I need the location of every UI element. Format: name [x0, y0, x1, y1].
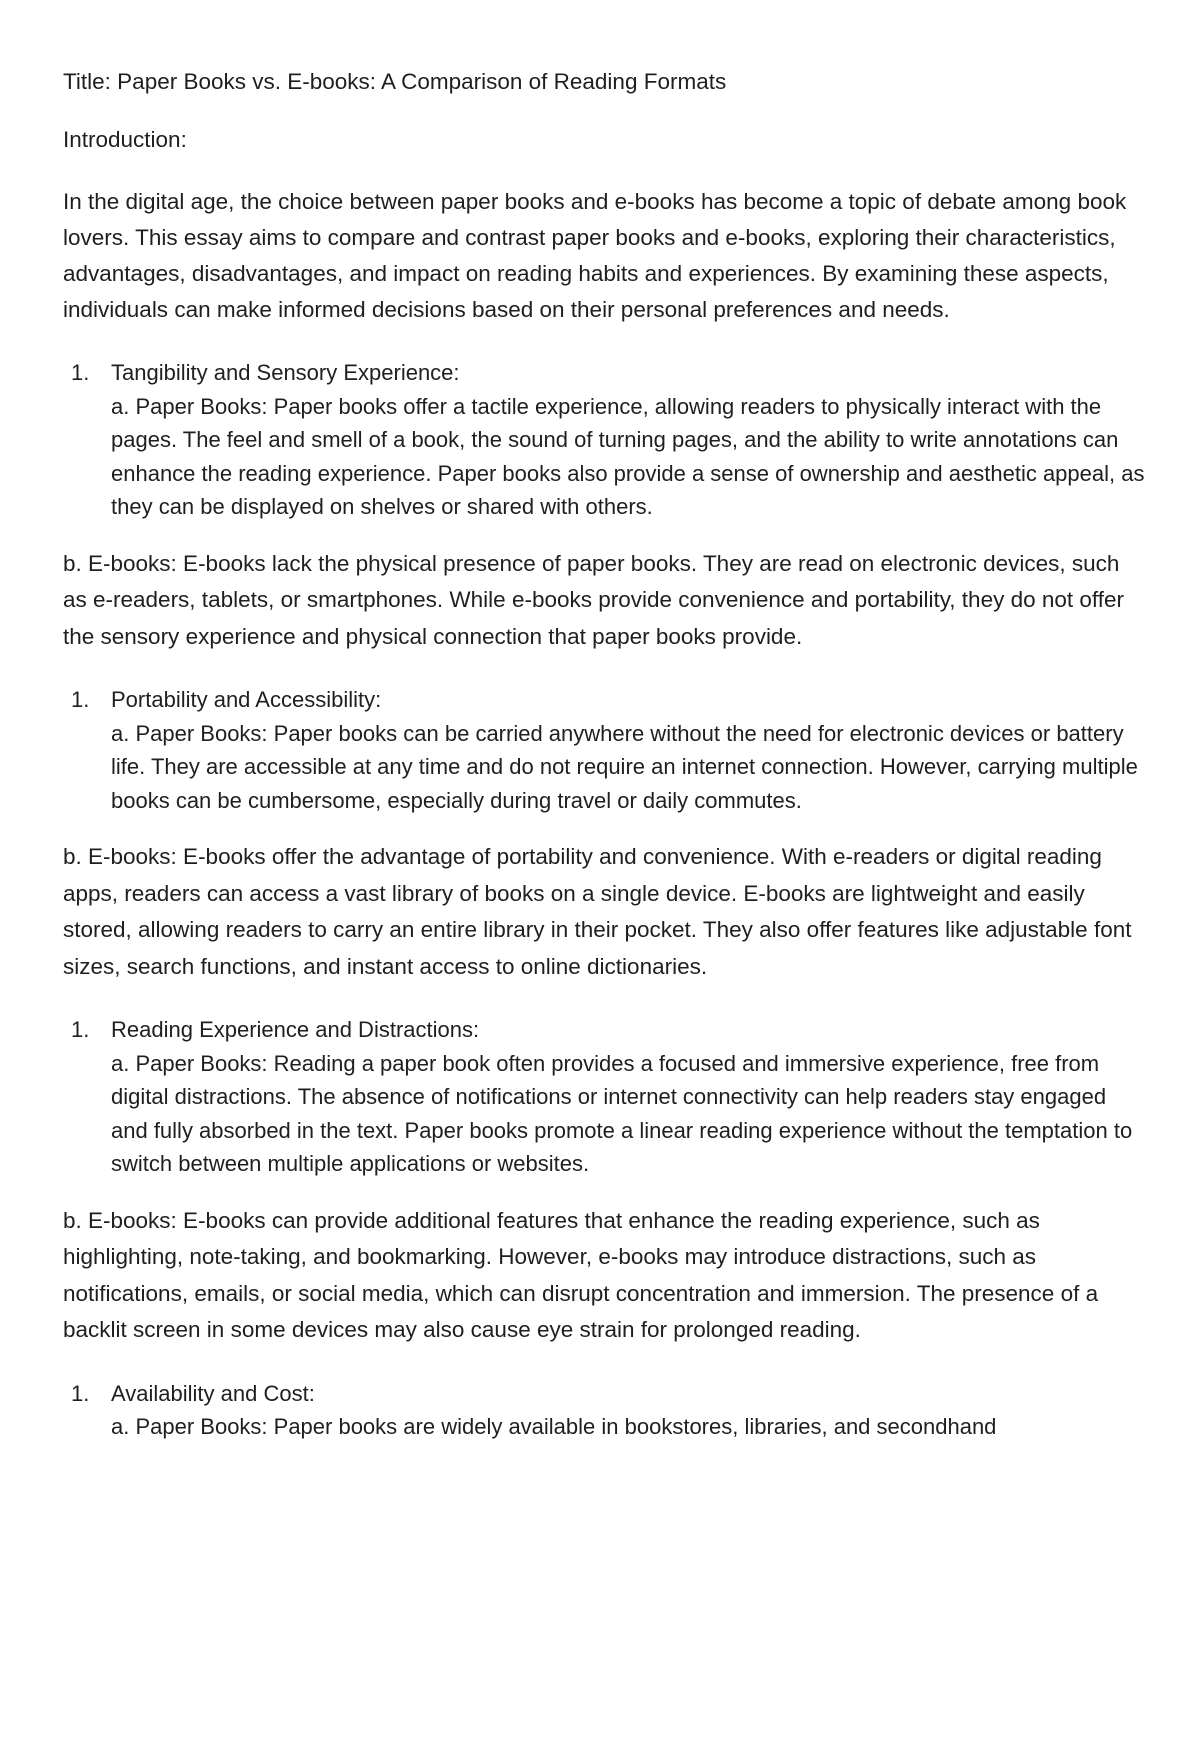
- list-item-tangibility: [63, 356, 1145, 524]
- paper-books-paragraph: a. Paper Books: Reading a paper book often provides a focused and immersive experience, free from digital distractions. The absence of notifications or internet connectivity can help readers stay engaged and fully absorbed in the text. Paper books promote a linear reading experience without the temptation to switch between multiple applications or websites.: [111, 1050, 1133, 1176]
- section-heading: Reading Experience and Distractions:: [111, 1017, 480, 1042]
- document-page: [63, 64, 1145, 1466]
- document-title: Title: Paper Books vs. E-books: A Comparison of Reading Formats: [63, 69, 727, 94]
- ebooks-paragraph: b. E-books: E-books offer the advantage of portability and convenience. With e-readers or digital reading apps, readers can access a vast library of books on a single device. E-books are lightweight and easily stored, allowing readers to carry an entire library in their pocket. They also offer features like adjustable font sizes, search functions, and instant access to online dictionaries.: [63, 844, 1132, 979]
- list-number: 1.: [71, 687, 90, 712]
- paper-books-paragraph: a. Paper Books: Paper books offer a tactile experience, allowing readers to physically interact with the pages. The feel and smell of a book, the sound of turning pages, and the ability to write annotations can enhance the reading experience. Paper books also provide a sense of ownership and aesthetic appeal, as they can be displayed on shelves or shared with others.: [111, 393, 1145, 519]
- list-item-availability: [63, 1377, 1145, 1444]
- list-item-portability: [63, 683, 1145, 817]
- list-number: 1.: [71, 1017, 90, 1042]
- paper-books-paragraph: a. Paper Books: Paper books can be carried anywhere without the need for electronic devices or battery life. They are accessible at any time and do not require an internet connection. However, carrying multiple books can be cumbersome, especially during travel or daily commutes.: [111, 720, 1138, 813]
- paper-books-paragraph: a. Paper Books: Paper books are widely available in bookstores, libraries, and secondhand: [111, 1414, 997, 1439]
- section-heading: Portability and Accessibility:: [111, 687, 382, 712]
- section-heading: Tangibility and Sensory Experience:: [111, 360, 460, 385]
- list-number: 1.: [71, 1380, 90, 1406]
- ebooks-paragraph: b. E-books: E-books can provide additional features that enhance the reading experience, such as highlighting, note-taking, and bookmarking. However, e-books may introduce distractions, such as notifications, emails, or social media, which can disrupt concentration and immersion. The presence of a backlit screen in some devices may also cause eye strain for prolonged reading.: [63, 1207, 1099, 1342]
- intro-heading: Introduction:: [63, 127, 187, 152]
- ebooks-paragraph: b. E-books: E-books lack the physical presence of paper books. They are read on electronic devices, such as e-readers, tablets, or smartphones. While e-books provide convenience and portability, they do not offer the sensory experience and physical connection that paper books provide.: [63, 550, 1125, 649]
- list-number: 1.: [71, 360, 90, 385]
- list-item-reading-experience: [63, 1013, 1145, 1181]
- intro-paragraph: In the digital age, the choice between paper books and e-books has become a topic of debate among book lovers. This essay aims to compare and contrast paper books and e-books, exploring their characteristics, advantages, disadvantages, and impact on reading habits and experiences. By examining these aspects, individuals can make informed decisions based on their personal preferences and needs.: [63, 189, 1127, 322]
- section-heading: Availability and Cost:: [111, 1380, 315, 1406]
